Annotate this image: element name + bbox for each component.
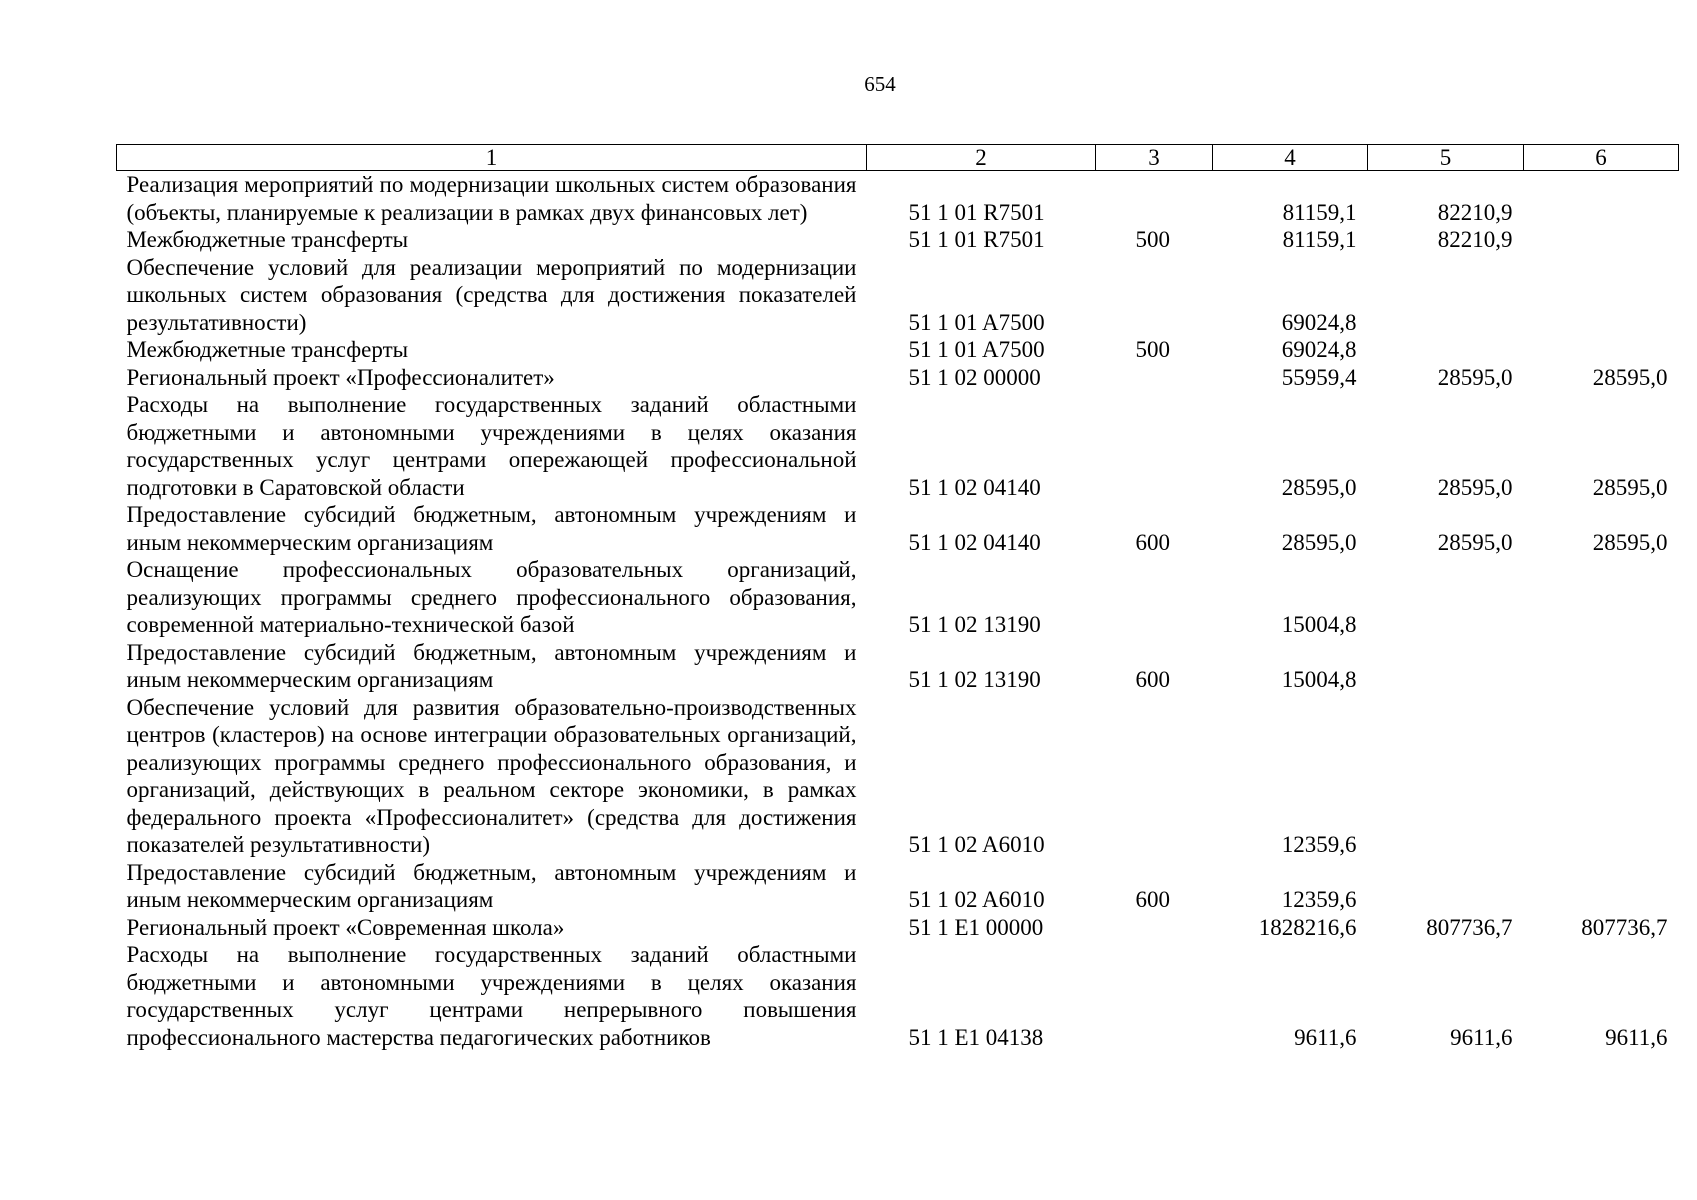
row-name: Оснащение профессиональных образовательных организаций, реализующих программы среднего профессионального образования, современной материально-технической базой [126, 557, 857, 637]
row-name: Реализация мероприятий по модернизации школьных систем образования (объекты, планируемые к реализации в рамках двух финансовых лет) [126, 172, 857, 225]
row-value-5: 807736,7 [1426, 914, 1513, 940]
row-expense-type: 600 [1135, 887, 1170, 912]
row-value-4: 81159,1 [1282, 227, 1357, 252]
row-expense-type [1096, 254, 1213, 337]
row-value-4: 69024,8 [1281, 337, 1357, 362]
table-row [117, 556, 1679, 639]
table-row [117, 501, 1679, 556]
column-header-1: 1 [117, 145, 867, 171]
column-header-2: 2 [867, 145, 1096, 171]
row-code: 51 1 01 R7501 [908, 227, 1045, 252]
row-value-4: 15004,8 [1281, 612, 1357, 637]
table-row [117, 171, 1679, 227]
row-value-4: 12359,6 [1281, 832, 1357, 857]
row-value-5 [1368, 859, 1524, 914]
row-value-4: 15004,8 [1281, 667, 1357, 692]
row-value-4: 12359,6 [1281, 887, 1357, 912]
row-value-4: 1828216,6 [1258, 914, 1357, 940]
row-name: Региональный проект «Современная школа» [126, 914, 565, 940]
row-value-4: 69024,8 [1281, 309, 1357, 335]
row-value-4: 55959,4 [1281, 364, 1357, 390]
row-name: Межбюджетные трансферты [126, 227, 409, 252]
row-expense-type [1096, 941, 1213, 1051]
row-expense-type [1096, 364, 1213, 392]
row-name: Предоставление субсидий бюджетным, автономным учреждениям и иным некоммерческим организациям [126, 859, 857, 912]
table-row [117, 254, 1679, 337]
row-code: 51 1 02 04140 [908, 529, 1041, 555]
column-header-3: 3 [1096, 145, 1213, 171]
row-value-6 [1524, 171, 1679, 227]
row-value-6 [1524, 694, 1679, 859]
row-value-6: 28595,0 [1592, 364, 1668, 390]
table-row [117, 364, 1679, 392]
table-row [117, 941, 1679, 1051]
row-name: Обеспечение условий для реализации мероприятий по модернизации школьных систем образования (средства для достижения показателей результативности) [126, 254, 857, 335]
row-value-6 [1524, 556, 1679, 639]
table-row [117, 639, 1679, 694]
row-value-5 [1368, 336, 1524, 364]
table-row [117, 914, 1679, 942]
table-row [117, 859, 1679, 914]
table-row [117, 694, 1679, 859]
row-value-4: 28595,0 [1281, 529, 1357, 555]
row-expense-type: 500 [1135, 227, 1170, 252]
row-name: Расходы на выполнение государственных заданий областными бюджетными и автономными учреждениями в целях оказания государственных услуг центрами непрерывного повышения профессионального мастерства педагогических работников [126, 942, 857, 1050]
row-value-5: 28595,0 [1437, 364, 1513, 390]
row-expense-type [1096, 694, 1213, 859]
row-name: Межбюджетные трансферты [126, 337, 409, 362]
row-value-5: 28595,0 [1437, 529, 1513, 555]
row-expense-type: 500 [1135, 337, 1170, 362]
column-header-4: 4 [1213, 145, 1368, 171]
row-value-5 [1368, 639, 1524, 694]
row-value-5: 9611,6 [1450, 1024, 1513, 1050]
row-value-6: 9611,6 [1605, 1024, 1668, 1050]
row-name: Предоставление субсидий бюджетным, автономным учреждениям и иным некоммерческим организациям [126, 639, 857, 692]
row-value-4: 28595,0 [1281, 474, 1357, 500]
row-value-5 [1368, 254, 1524, 337]
row-value-6 [1524, 336, 1679, 364]
row-value-5 [1368, 556, 1524, 639]
row-expense-type: 600 [1135, 529, 1170, 555]
row-value-6: 28595,0 [1592, 474, 1668, 500]
row-expense-type [1096, 391, 1213, 501]
row-code: 51 1 02 A6010 [908, 887, 1045, 912]
row-value-6: 807736,7 [1581, 914, 1668, 940]
row-expense-type [1096, 171, 1213, 227]
row-code: 51 1 E1 04138 [908, 1024, 1044, 1050]
row-value-5 [1368, 694, 1524, 859]
row-code: 51 1 02 13190 [908, 612, 1041, 637]
row-value-4: 9611,6 [1294, 1024, 1357, 1050]
row-name: Обеспечение условий для развития образовательно-производственных центров (кластеров) на основе интеграции образовательных организаций, реализующих программы среднего профессионального образования, и организаций, действующих в реальном секторе экономики, в рамках федерального проекта «Профессионалитет» (средства для достижения показателей результативности) [126, 694, 857, 857]
row-value-4: 81159,1 [1282, 199, 1357, 225]
row-name: Региональный проект «Профессионалитет» [126, 364, 555, 390]
row-value-6: 28595,0 [1592, 529, 1668, 555]
row-expense-type [1096, 914, 1213, 942]
row-code: 51 1 E1 00000 [908, 914, 1044, 940]
row-code: 51 1 02 13190 [908, 667, 1041, 692]
row-code: 51 1 02 00000 [908, 364, 1041, 390]
row-expense-type: 600 [1135, 667, 1170, 692]
row-value-6 [1524, 226, 1679, 254]
row-expense-type [1096, 556, 1213, 639]
row-value-5: 82210,9 [1437, 227, 1513, 252]
row-code: 51 1 01 R7501 [908, 199, 1045, 225]
row-value-5: 82210,9 [1437, 199, 1513, 225]
table-header-row [117, 145, 1679, 171]
row-name: Предоставление субсидий бюджетным, автономным учреждениям и иным некоммерческим организациям [126, 502, 857, 555]
table-row [117, 336, 1679, 364]
table-body [117, 171, 1679, 1052]
page-number: 654 [864, 72, 896, 96]
row-value-6 [1524, 639, 1679, 694]
row-code: 51 1 01 A7500 [908, 337, 1045, 362]
table-row [117, 226, 1679, 254]
column-header-5: 5 [1368, 145, 1524, 171]
row-value-6 [1524, 859, 1679, 914]
row-value-6 [1524, 254, 1679, 337]
column-header-6: 6 [1524, 145, 1679, 171]
row-value-5: 28595,0 [1437, 474, 1513, 500]
budget-table [116, 144, 1679, 1051]
row-name: Расходы на выполнение государственных заданий областными бюджетными и автономными учреждениями в целях оказания государственных услуг центрами опережающей профессиональной подготовки в Саратовской области [126, 392, 857, 500]
table-row [117, 391, 1679, 501]
row-code: 51 1 02 A6010 [908, 832, 1045, 857]
row-code: 51 1 02 04140 [908, 474, 1041, 500]
row-code: 51 1 01 A7500 [908, 309, 1045, 335]
